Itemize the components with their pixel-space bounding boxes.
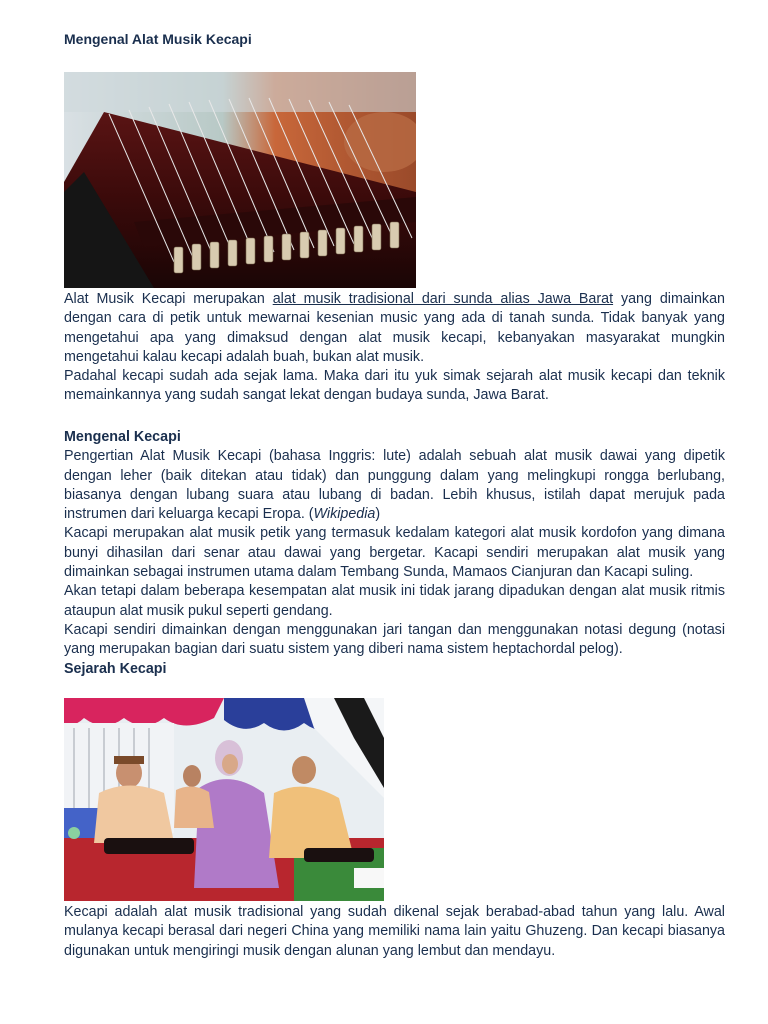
- section1-paragraph-2: Kacapi merupakan alat musik petik yang termasuk kedalam kategori alat musik kordofon yang dimana bunyi dihasilan dari senar atau dawai yang bergetar. Kacapi sendiri merupakan alat musik yang dimainkan sebagai instrumen utama dalam Tembang Sunda, Mamaos Cianjuran dan Kacapi suling.: [64, 525, 725, 581]
- section1-paragraph-1: Pengertian Alat Musik Kecapi (bahasa Inggris: lute) adalah sebuah alat musik dawai yang dipetik dengan leher (baik ditekan atau tidak) dan punggung dalam yang melingkupi rongga berlubang, biasanya dengan lubang suara atau lubang di badan. Lebih khusus, istilah dapat merujuk pada instrumen dari keluarga kecapi Eropa. (Wikipedia): [64, 448, 725, 523]
- section-mengenal-kecapi: [64, 428, 725, 679]
- intro-paragraph-2: Padahal kecapi sudah ada sejak lama. Maka dari itu yuk simak sejarah alat musik kecapi dan teknik memainkannya yang sudah sangat lekat dengan budaya sunda, Jawa Barat.: [64, 368, 725, 404]
- section-heading-mengenal: Mengenal Kecapi: [64, 429, 181, 445]
- intro-paragraph-1: Alat Musik Kecapi merupakan alat musik tradisional dari sunda alias Jawa Barat yang dimainkan dengan cara di petik untuk mewarnai kesenian music yang ada di tanah sunda. Tidak banyak yang mengetahui apa yang dimaksud dengan alat musik kecapi, kebanyakan masyarakat mungkin mengetahui kalau kecapi adalah buah, bukan alat musik.: [64, 291, 725, 365]
- section-heading-sejarah: Sejarah Kecapi: [64, 660, 167, 677]
- section2-paragraph-1: Kecapi adalah alat musik tradisional yang sudah dikenal sejak berabad-abad tahun yang lalu. Awal mulanya kecapi berasal dari negeri China yang memiliki nama lain yaitu Ghuzeng. Dan kecapi biasanya digunakan untuk mengiringi musik dengan alunan yang lembut dan mendayu.: [64, 904, 725, 959]
- kecapi-photo: [64, 72, 416, 288]
- page-title: Mengenal Alat Musik Kecapi: [64, 31, 252, 47]
- section1-paragraph-4: Kacapi sendiri dimainkan dengan menggunakan jari tangan dan menggunakan notasi degung (notasi yang merupakan bagian dari suatu sistem yang diberi nama sistem heptachordal pelog).: [64, 621, 725, 658]
- intro-text: [64, 290, 725, 406]
- performers-photo: [64, 698, 384, 901]
- section-sejarah-kecapi: [64, 903, 725, 961]
- intro-link[interactable]: alat musik tradisional dari sunda alias Jawa Barat: [272, 291, 614, 307]
- section1-paragraph-3: Akan tetapi dalam beberapa kesempatan alat musik ini tidak jarang dipadukan dengan alat musik ritmis ataupun alat musik pukul seperti gendang.: [64, 583, 725, 619]
- wikipedia-source: Wikipedia: [313, 506, 376, 523]
